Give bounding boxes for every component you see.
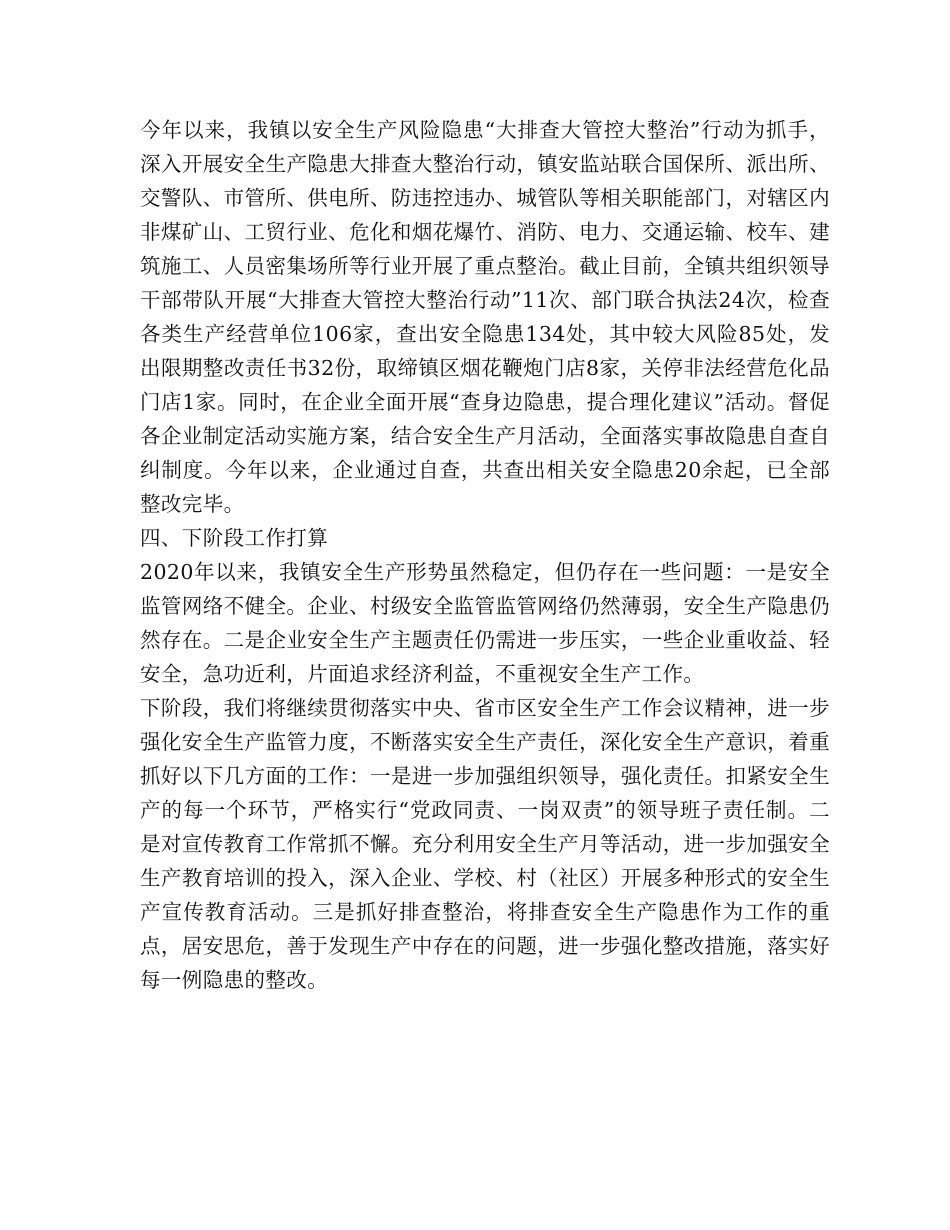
paragraph-existing-problems: 2020年以来，我镇安全生产形势虽然稳定，但仍存在一些问题：一是安全监管网络不健全。企业、村级安全监管监管网络仍然薄弱，安全生产隐患仍然存在。二是企业安全生产主题责任仍需进一步压实，一些企业重收益、轻安全，急功近利，片面追求经济利益，不重视安全生产工作。 bbox=[140, 560, 830, 686]
section-heading-next-stage: 四、下阶段工作打算 bbox=[140, 526, 329, 550]
paragraph-next-stage-plan: 下阶段，我们将继续贯彻落实中央、省市区安全生产工作会议精神，进一步强化安全生产监管力度，不断落实安全生产责任，深化安全生产意识，着重抓好以下几方面的工作：一是进一步加强组织领导，强化责任。扣紧安全生产的每一个环节，严格实行“党政同责、一岗双责”的领导班子责任制。二是对宣传教育工作常抓不懈。充分利用安全生产月等活动，进一步加强安全生产教育培训的投入，深入企业、学校、村（社区）开展多种形式的安全生产宣传教育活动。三是抓好排查整治，将排查安全生产隐患作为工作的重点，居安思危，善于发现生产中存在的问题，进一步强化整改措施，落实好每一例隐患的整改。 bbox=[140, 696, 830, 992]
document-body bbox=[140, 113, 830, 997]
paragraph-safety-rectification: 今年以来，我镇以安全生产风险隐患“大排查大管控大整治”行动为抓手，深入开展安全生产隐患大排查大整治行动，镇安监站联合国保所、派出所、交警队、市管所、供电所、防违控违办、城管队等相关职能部门，对辖区内非煤矿山、工贸行业、危化和烟花爆竹、消防、电力、交通运输、校车、建筑施工、人员密集场所等行业开展了重点整治。截止目前，全镇共组织领导干部带队开展“大排查大管控大整治行动”11次、部门联合执法24次，检查各类生产经营单位106家，查出安全隐患134处，其中较大风险85处，发出限期整改责任书32份，取缔镇区烟花鞭炮门店8家，关停非法经营危化品门店1家。同时，在企业全面开展“查身边隐患，提合理化建议”活动。督促各企业制定活动实施方案，结合安全生产月活动，全面落实事故隐患自查自纠制度。今年以来，企业通过自查，共查出相关安全隐患20余起，已全部整改完毕。 bbox=[140, 118, 830, 516]
